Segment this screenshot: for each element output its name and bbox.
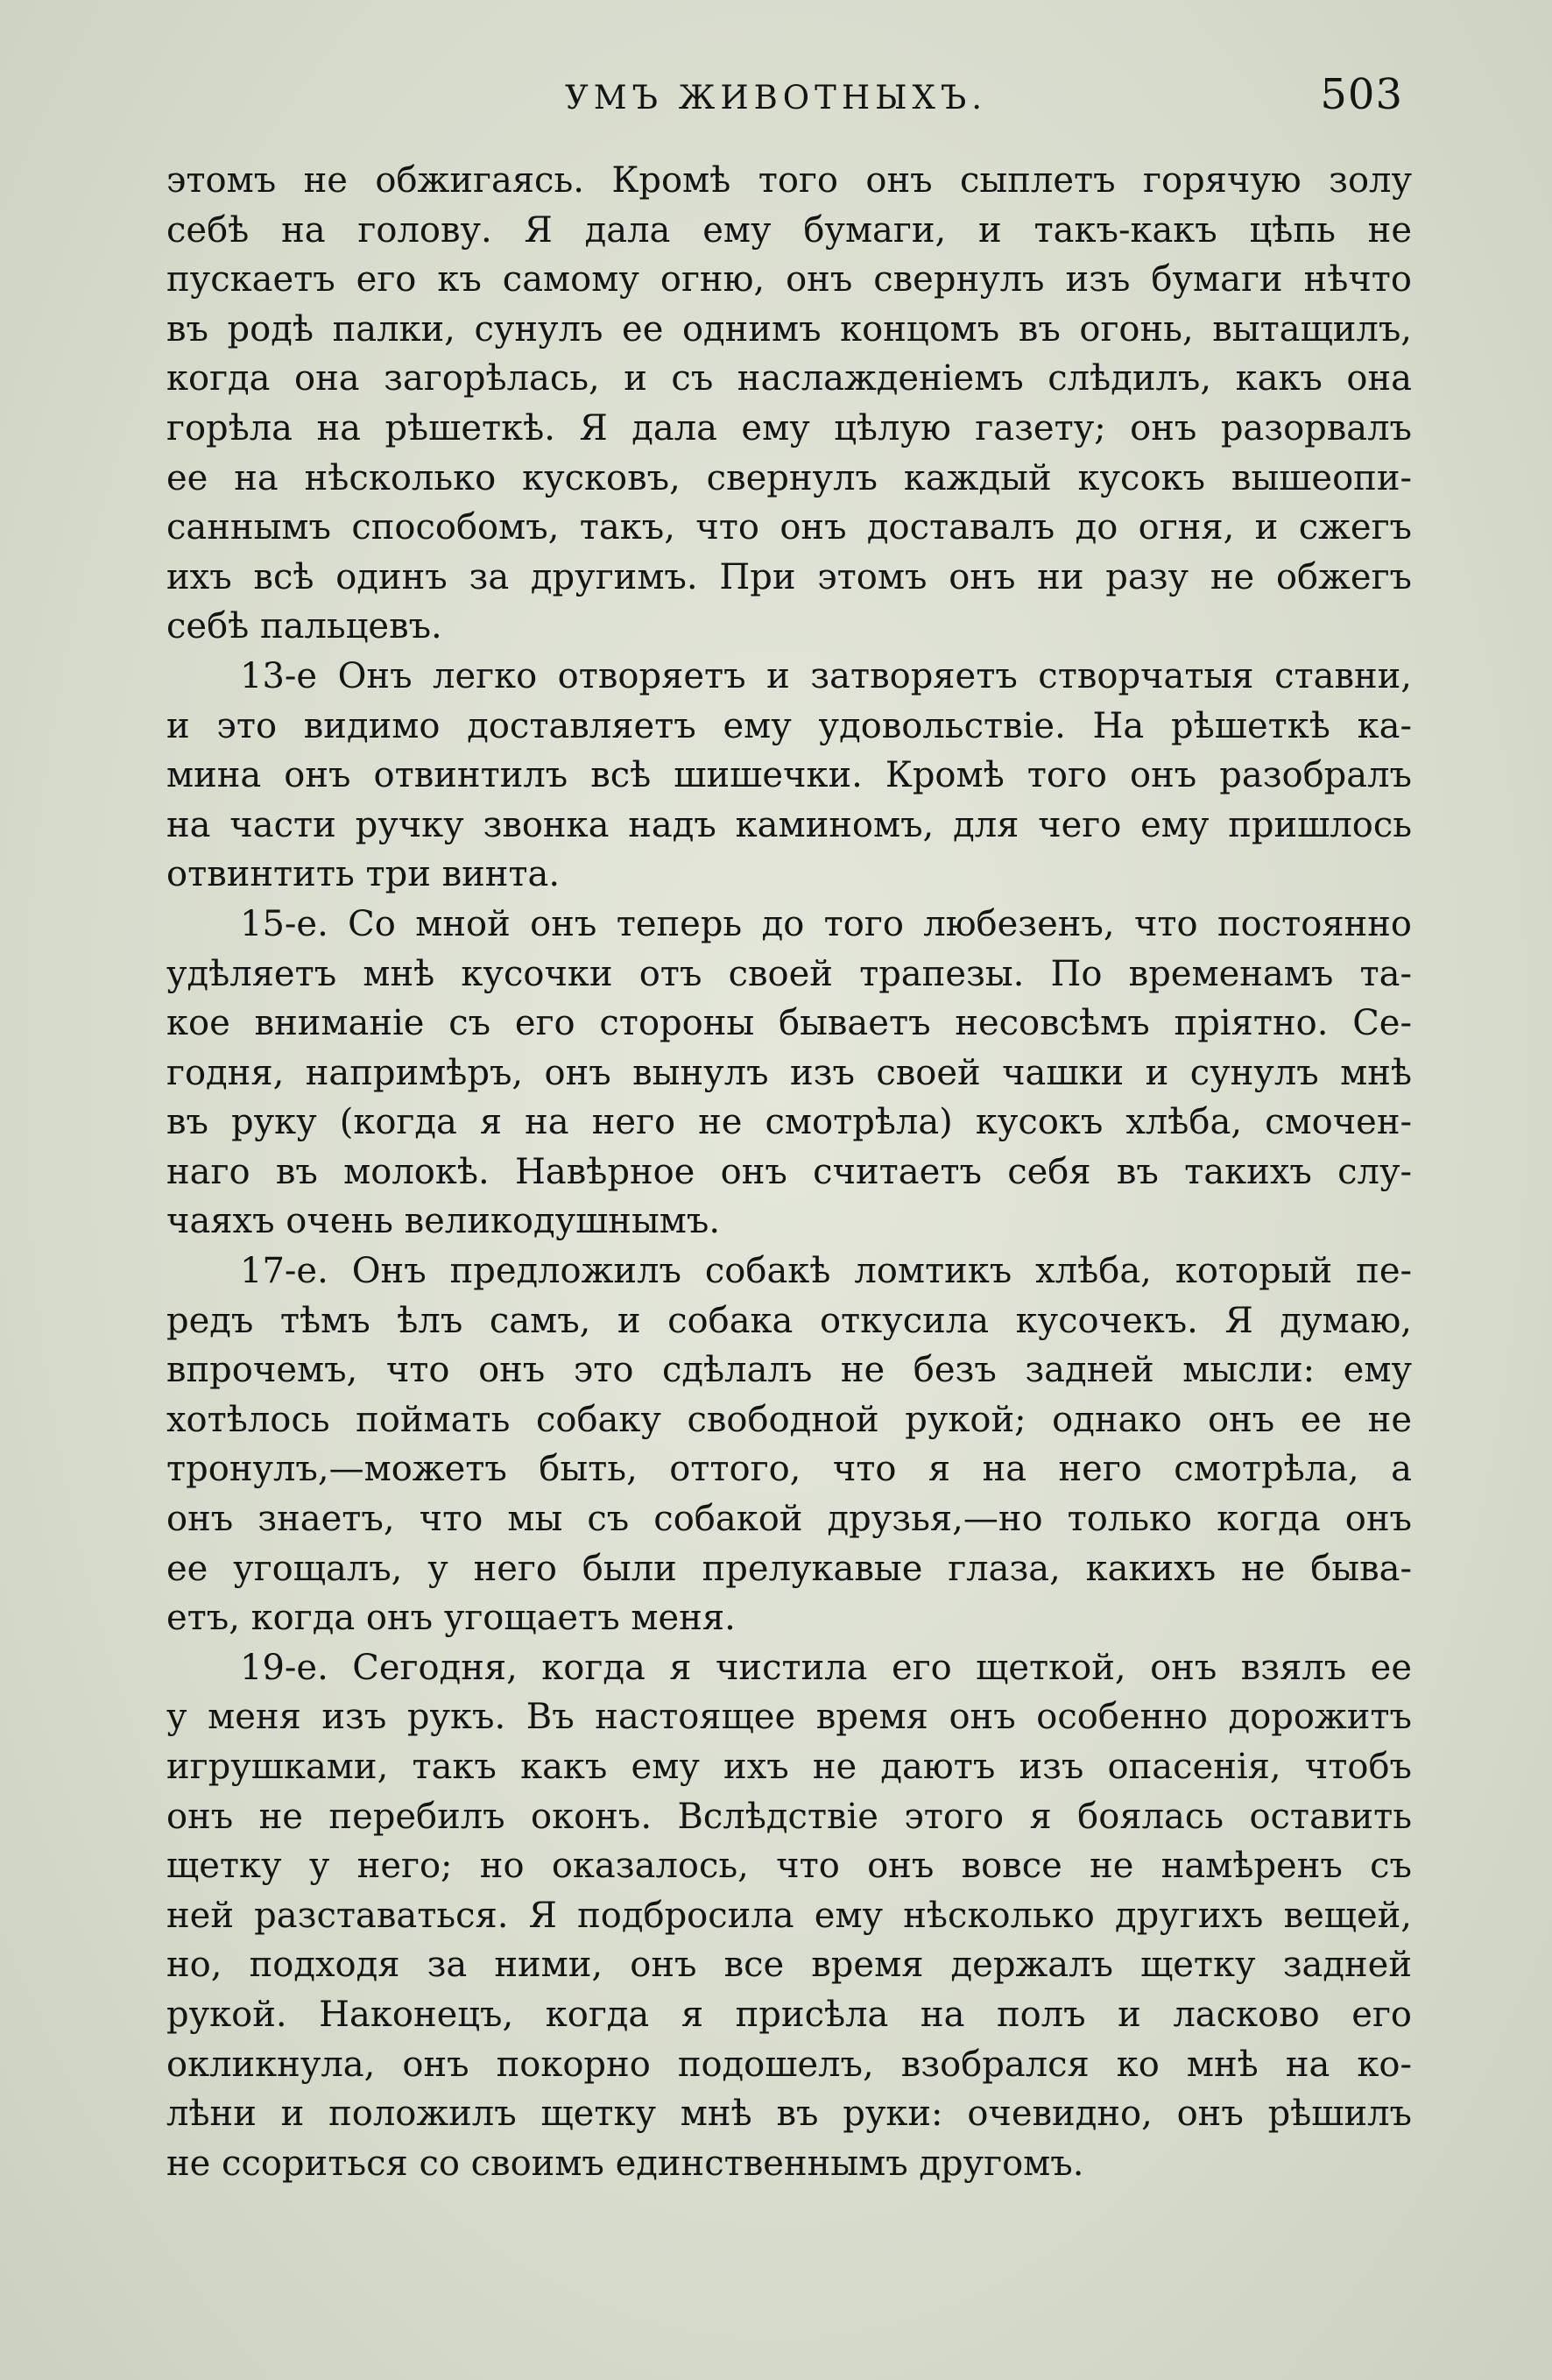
paragraph-entry-13 [166, 652, 1412, 900]
text-line: ихъ всѣ одинъ за другимъ. При этомъ онъ ни разу не обжегъ [166, 556, 1412, 597]
text-line: игрушками, такъ какъ ему ихъ не даютъ изъ опасенія, чтобъ [166, 1747, 1412, 1787]
text-line: на части ручку звонка надъ каминомъ, для чего ему пришлось [166, 804, 1412, 845]
text-line: горѣла на рѣшеткѣ. Я дала ему цѣлую газету; онъ разорвалъ [166, 407, 1412, 448]
paragraph-entry-17 [166, 1246, 1412, 1643]
text-line: лѣни и положилъ щетку мнѣ въ руки: очевидно, онъ рѣшилъ [166, 2094, 1412, 2135]
body-text [166, 156, 1412, 2188]
paragraph-entry-15 [166, 900, 1412, 1246]
text-line: когда она загорѣлась, и съ наслажденіемъ слѣдилъ, какъ она [166, 358, 1412, 399]
text-line: щетку у него; но оказалось, что онъ вовсе не намѣренъ съ [166, 1846, 1412, 1887]
text-line: не ссориться со своимъ единственнымъ другомъ. [166, 2143, 1084, 2184]
text-line: наго въ молокѣ. Навѣрное онъ считаетъ себя въ такихъ слу- [166, 1151, 1412, 1192]
text-line: отвинтить три винта. [166, 854, 561, 895]
text-line: впрочемъ, что онъ это сдѣлалъ не безъ задней мысли: ему [166, 1350, 1412, 1391]
text-line: тронулъ,—можетъ быть, оттого, что я на него смотрѣла, а [166, 1449, 1412, 1490]
text-line: редъ тѣмъ ѣлъ самъ, и собака откусила кусочекъ. Я думаю, [166, 1300, 1412, 1341]
text-line: но, подходя за ними, онъ все время держалъ щетку задней [166, 1945, 1412, 1986]
paragraph-continued [166, 156, 1412, 652]
running-title: УМЪ ЖИВОТНЫХЪ. [565, 79, 987, 117]
text-line: 19-е. Сегодня, когда я чистила его щеткой, онъ взялъ ее [240, 1647, 1412, 1688]
text-line: кое вниманіе съ его стороны бываетъ несовсѣмъ пріятно. Се- [166, 1003, 1412, 1044]
paragraph-entry-19 [166, 1643, 1412, 2189]
text-line: чаяхъ очень великодушнымъ. [166, 1201, 721, 1242]
text-line: себѣ пальцевъ. [166, 606, 442, 647]
text-line: ее на нѣсколько кусковъ, свернулъ каждый кусокъ вышеопи- [166, 457, 1412, 498]
text-line: годня, напримѣръ, онъ вынулъ изъ своей чашки и сунулъ мнѣ [166, 1052, 1412, 1093]
text-line: пускаетъ его къ самому огню, онъ свернулъ изъ бумаги нѣчто [166, 259, 1412, 300]
text-line: онъ не перебилъ оконъ. Вслѣдствіе этого я боялась оставить [166, 1796, 1412, 1837]
text-line: себѣ на голову. Я дала ему бумаги, и такъ-какъ цѣпь не [166, 209, 1412, 251]
text-line: у меня изъ рукъ. Въ настоящее время онъ особенно дорожитъ [166, 1697, 1412, 1738]
text-line: ней разставаться. Я подбросила ему нѣсколько другихъ вещей, [166, 1895, 1412, 1936]
text-line: рукой. Наконецъ, когда я присѣла на полъ и ласково его [166, 1994, 1412, 2035]
text-line: удѣляетъ мнѣ кусочки отъ своей трапезы. По временамъ та- [166, 953, 1412, 994]
text-line: въ родѣ палки, сунулъ ее однимъ концомъ въ огонь, вытащилъ, [166, 308, 1412, 350]
text-line: ее угощалъ, у него были прелукавые глаза, какихъ не быва- [166, 1548, 1412, 1589]
page-number: 503 [1320, 70, 1403, 119]
text-line: мина онъ отвинтилъ всѣ шишечки. Кромѣ того онъ разобралъ [166, 755, 1412, 796]
text-line: саннымъ способомъ, такъ, что онъ доставалъ до огня, и сжегъ [166, 507, 1412, 548]
text-line: 15-е. Со мной онъ теперь до того любезенъ, что постоянно [240, 903, 1412, 944]
text-line: 13-е Онъ легко отворяетъ и затворяетъ створчатыя ставни, [240, 655, 1412, 696]
text-line: хотѣлось поймать собаку свободной рукой; однако онъ ее не [166, 1399, 1412, 1440]
text-line: этомъ не обжигаясь. Кромѣ того онъ сыплетъ горячую золу [166, 160, 1412, 201]
text-line: 17-е. Онъ предложилъ собакѣ ломтикъ хлѣба, который пе- [240, 1251, 1412, 1292]
running-header [0, 70, 1552, 123]
text-line: въ руку (когда я на него не смотрѣла) кусокъ хлѣба, смочен- [166, 1102, 1412, 1143]
text-line: онъ знаетъ, что мы съ собакой друзья,—но только когда онъ [166, 1499, 1412, 1540]
text-line: етъ, когда онъ угощаетъ меня. [166, 1598, 736, 1639]
text-line: окликнула, онъ покорно подошелъ, взобрался ко мнѣ на ко- [166, 2044, 1412, 2085]
text-line: и это видимо доставляетъ ему удовольствіе. На рѣшеткѣ ка- [166, 705, 1412, 746]
